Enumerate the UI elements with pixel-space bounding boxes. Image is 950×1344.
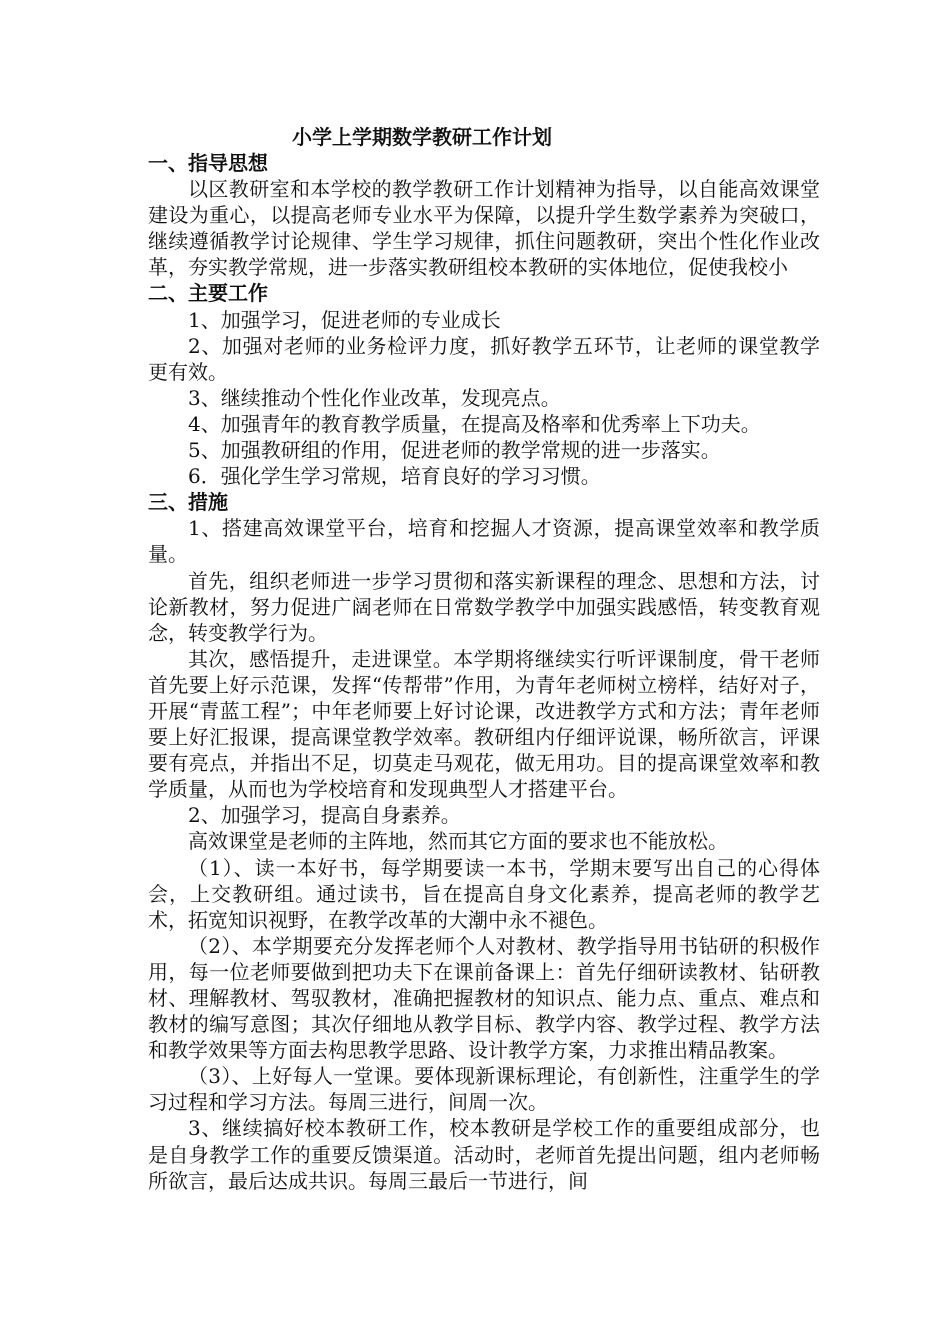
section-heading: 二、主要工作	[148, 281, 268, 306]
paragraph: 3、继续推动个性化作业改革，发现亮点。	[188, 385, 561, 410]
paragraph: （2）、本学期要充分发挥老师个人对教材、教学指导用书钻研的积极作用，每一位老师要做到把功夫下在课前备课上：首先仔细研读教材、钻研教材、理解教材、驾驭教材，准确把握教材的知识点、能力点、重点、难点和教材的编写意图；其次仔细地从教学目标、教学内容、教学过程、教学方法和教学效果等方面去构思教学思路、设计教学方案，力求推出精品教案。	[148, 933, 820, 1063]
section-heading: 一、指导思想	[148, 151, 268, 175]
paragraph: 1、搭建高效课堂平台，培育和挖掘人才资源，提高课堂效率和教学质量。	[148, 516, 820, 567]
paragraph: 3、继续搞好校本教研工作，校本教研是学校工作的重要组成部分，也是自身教学工作的重要反馈渠道。活动时，老师首先提出问题，组内老师畅所欲言，最后达成共识。每周三最后一节进行，间	[148, 1116, 820, 1193]
paragraph: 1、加强学习，促进老师的专业成长	[188, 307, 501, 332]
section-heading: 三、措施	[148, 490, 228, 515]
section-guiding-thought	[148, 150, 820, 280]
paragraph: 5、加强教研组的作用，促进老师的教学常规的进一步落实。	[188, 438, 721, 463]
document-title: 小学上学期数学教研工作计划	[292, 125, 552, 149]
paragraph: 以区教研室和本学校的教学教研工作计划精神为指导，以自能高效课堂建设为重心，以提高老师专业水平为保障，以提升学生数学素养为突破口，继续遵循教学讨论规律、学生学习规律，抓住问题教研，突出个性化作业改革，夯实教学常规，进一步落实教研组校本教研的实体地位，促使我校小	[148, 177, 820, 280]
paragraph: 其次，感悟提升，走进课堂。本学期将继续实行听评课制度，骨干老师首先要上好示范课，发挥“传帮带”作用，为青年老师树立榜样，结好对子，开展“青蓝工程”；中年老师要上好讨论课，改进教学方式和方法；青年老师要上好汇报课，提高课堂教学效率。教研组内仔细评说课，畅所欲言，评课要有亮点，并指出不足，切莫走马观花，做无用功。目的提高课堂效率和教学质量，从而也为学校培育和发现典型人才搭建平台。	[148, 646, 820, 802]
paragraph: （3）、上好每人一堂课。要体现新课标理论，有创新性，注重学生的学习过程和学习方法。每周三进行，间周一次。	[148, 1064, 820, 1115]
paragraph: 4、加强青年的教育教学质量，在提高及格率和优秀率上下功夫。	[188, 411, 761, 436]
paragraph: 首先，组织老师进一步学习贯彻和落实新课程的理念、思想和方法，讨论新教材，努力促进广阔老师在日常数学教学中加强实践感悟，转变教育观念，转变教学行为。	[148, 568, 820, 645]
paragraph: 6．强化学生学习常规，培育良好的学习习惯。	[188, 464, 601, 489]
document-body	[148, 124, 820, 1194]
paragraph: 高效课堂是老师的主阵地，然而其它方面的要求也不能放松。	[188, 829, 728, 854]
paragraph: 2、加强学习，提高自身素养。	[188, 803, 461, 828]
paragraph: 2、加强对老师的业务检评力度，抓好教学五环节，让老师的课堂教学更有效。	[148, 333, 820, 384]
paragraph: （1）、读一本好书，每学期要读一本书，学期末要写出自己的心得体会，上交教研组。通过读书，旨在提高自身文化素养，提高老师的教学艺术，拓宽知识视野，在教学改革的大潮中永不褪色。	[148, 855, 820, 932]
section-main-work	[148, 280, 820, 489]
section-measures	[148, 489, 820, 1194]
